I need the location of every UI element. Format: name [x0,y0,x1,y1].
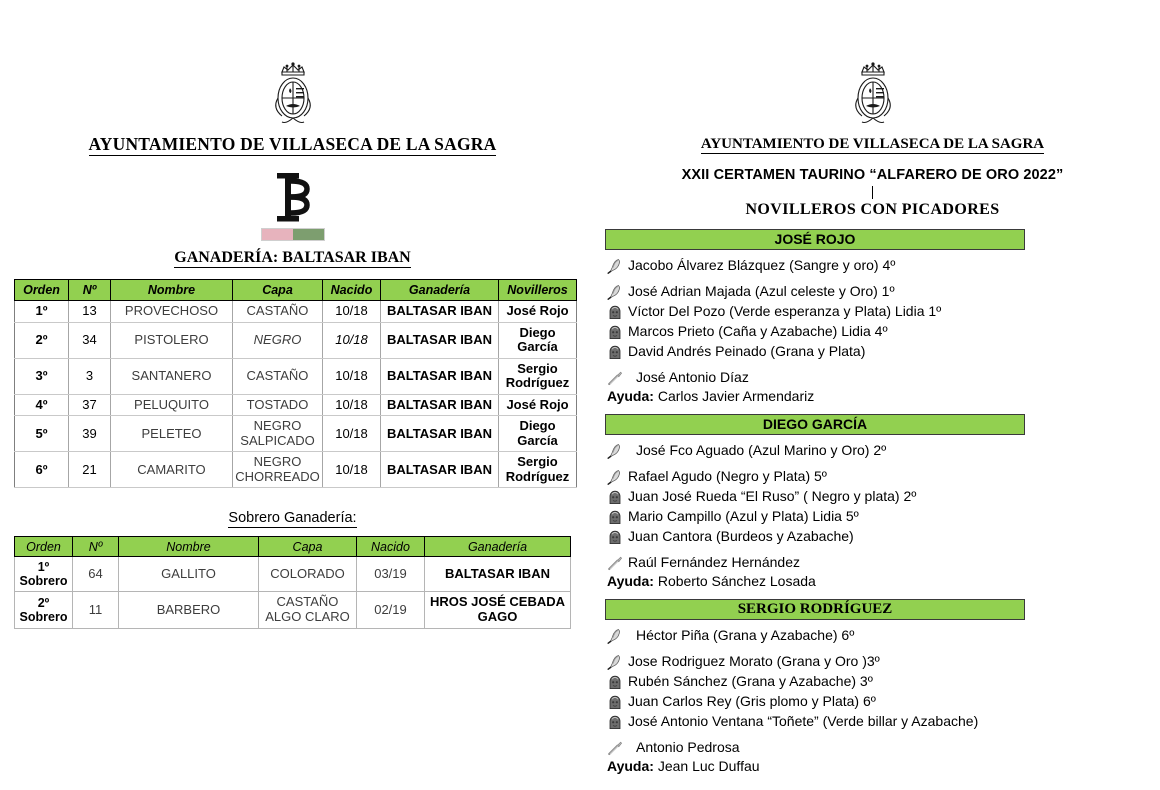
sobrero-col-orden: Orden [15,537,73,557]
cell-capa: COLORADO [259,557,357,592]
banderilla-icon [607,284,624,300]
col-header-numero: Nº [69,280,111,301]
cell-ganaderia: BALTASAR IBAN [381,394,499,416]
crew-member [607,652,1160,671]
crew-member-name: Mario Campillo (Azul y Plata) Lidia 5º [628,508,859,524]
cell-capa: CASTAÑO [233,358,323,394]
cell-novillero: José Rojo [499,394,577,416]
col-header-ganaderia: Ganadería [381,280,499,301]
cell-orden: 2º Sobrero [15,592,73,628]
cell-novillero: Sergio Rodríguez [499,452,577,488]
crew-member-name: Héctor Piña (Grana y Azabache) 6º [636,627,855,643]
cell-nombre: SANTANERO [111,358,233,394]
cell-capa: NEGRO SALPICADO [233,416,323,452]
cell-ganaderia: BALTASAR IBAN [381,358,499,394]
certamen-subtitle: XXII CERTAMEN TAURINO “ALFARERO DE ORO 2022” [681,167,1064,183]
crew-member [607,342,1160,361]
picador-lance-icon [607,370,624,386]
crew-member-name: Jose Rodriguez Morato (Grana y Oro )3º [628,653,880,669]
brand-bar-green [293,229,324,240]
cell-nombre: PISTOLERO [111,322,233,358]
torero-bust-icon [607,694,624,710]
sobrero-col-nacido: Nacido [357,537,425,557]
crew-member-name: Raúl Fernández Hernández [628,554,800,570]
cell-orden: 3º [15,358,69,394]
torero-bust-icon [607,509,624,525]
crew-member [607,467,1160,486]
col-header-novilleros: Novilleros [499,280,577,301]
brand-color-bar [261,228,325,241]
col-header-orden: Orden [15,280,69,301]
banderilla-icon [607,258,623,274]
table-row [15,394,577,416]
crew-member [607,368,1160,387]
banderilla-icon [607,654,624,670]
banderilla-icon [607,469,624,485]
torero-bust-icon [607,714,623,730]
ganaderia-title: GANADERÍA: BALTASAR IBAN [174,249,411,266]
category-subtitle: NOVILLEROS CON PICADORES [745,201,1000,218]
crew-member [607,256,1160,275]
sobrero-row [15,557,571,592]
crew-member-list [607,441,1160,572]
cell-ganaderia: BALTASAR IBAN [425,557,571,592]
col-header-capa: Capa [233,280,323,301]
crew-member-name: Rafael Agudo (Negro y Plata) 5º [628,468,827,484]
sobrero-table [14,536,571,628]
torero-bust-icon [607,304,624,320]
crew-member-name: José Antonio Díaz [636,369,749,385]
cell-capa: NEGRO [233,322,323,358]
coat-of-arms-icon [266,58,320,130]
crew-member-name: David Andrés Peinado (Grana y Plata) [628,343,866,359]
torero-bust-icon [607,714,624,730]
crew-member-name: Juan Cantora (Burdeos y Azabache) [628,528,854,544]
cell-numero: 21 [69,452,111,488]
crew-header: SERGIO RODRÍGUEZ [605,599,1025,620]
sobrero-col-nombre: Nombre [119,537,259,557]
crew-member [607,487,1160,506]
left-header-title: AYUNTAMIENTO DE VILLASECA DE LA SAGRA [88,134,497,154]
table-row [15,452,577,488]
ayuda-value: Roberto Sánchez Losada [653,573,816,589]
cell-orden: 1º [15,301,69,323]
crews-container [585,229,1160,774]
sobrero-header-row [15,537,571,557]
cell-ganaderia: BALTASAR IBAN [381,416,499,452]
cell-nombre: BARBERO [119,592,259,628]
right-column [585,0,1160,790]
sobrero-col-capa: Capa [259,537,357,557]
cell-novillero: Diego García [499,322,577,358]
picador-lance-icon [607,555,624,571]
cell-ganaderia: HROS JOSÉ CEBADA GAGO [425,592,571,628]
left-crest-wrap [0,58,585,130]
cell-nombre: PROVECHOSO [111,301,233,323]
ayuda-value: Carlos Javier Armendariz [653,388,815,404]
cell-nacido: 10/18 [323,358,381,394]
picador-lance-icon [607,740,623,756]
crew-member-name: Juan Carlos Rey (Gris plomo y Plata) 6º [628,693,876,709]
crew-header: JOSÉ ROJO [605,229,1025,250]
crew-member-name: Rubén Sánchez (Grana y Azabache) 3º [628,673,873,689]
table-row [15,301,577,323]
cell-numero: 64 [73,557,119,592]
crew-member-name: Jacobo Álvarez Blázquez (Sangre y oro) 4º [628,257,896,273]
cell-nacido: 10/18 [323,301,381,323]
ayuda-label: Ayuda: [607,388,654,404]
crew-member-name: José Antonio Ventana “Toñete” (Verde billar y Azabache) [628,713,979,729]
cell-novillero: José Rojo [499,301,577,323]
cell-numero: 3 [69,358,111,394]
cell-orden: 1º Sobrero [15,557,73,592]
cell-numero: 13 [69,301,111,323]
table-row [15,416,577,452]
ayuda-line [607,758,1160,774]
sobrero-col-ganaderia: Ganadería [425,537,571,557]
crew-member [607,302,1160,321]
cell-nacido: 03/19 [357,557,425,592]
cell-ganaderia: BALTASAR IBAN [381,301,499,323]
torero-bust-icon [607,529,624,545]
crew-member-list [607,626,1160,757]
cell-capa: CASTAÑO [233,301,323,323]
crew-member [607,507,1160,526]
bulls-table [14,279,577,488]
cell-novillero: Sergio Rodríguez [499,358,577,394]
torero-bust-icon [607,529,623,545]
crew-member-name: José Fco Aguado (Azul Marino y Oro) 2º [636,442,887,458]
cell-nacido: 10/18 [323,322,381,358]
crew-member [607,712,1160,731]
cell-capa: NEGRO CHORREADO [233,452,323,488]
cell-nacido: 10/18 [323,394,381,416]
torero-bust-icon [607,324,623,340]
table-row [15,322,577,358]
ayuda-value: Jean Luc Duffau [653,758,760,774]
cell-nombre: PELUQUITO [111,394,233,416]
crew-member [607,282,1160,301]
cell-nacido: 10/18 [323,452,381,488]
cell-ganaderia: BALTASAR IBAN [381,322,499,358]
col-header-nacido: Nacido [323,280,381,301]
crew-member-name: Marcos Prieto (Caña y Azabache) Lidia 4º [628,323,888,339]
torero-bust-icon [607,694,623,710]
torero-bust-icon [607,324,624,340]
crew-member [607,322,1160,341]
cell-numero: 34 [69,322,111,358]
torero-bust-icon [607,344,623,360]
brand-bar-pink [262,229,293,240]
torero-bust-icon [607,489,623,505]
cell-nombre: GALLITO [119,557,259,592]
crew-header: DIEGO GARCÍA [605,414,1025,435]
crew-member [607,738,1160,757]
banderilla-icon [607,443,623,459]
banderilla-icon [607,284,623,300]
cell-capa: TOSTADO [233,394,323,416]
sobrero-title: Sobrero Ganadería: [228,510,357,527]
crew-member-name: José Adrian Majada (Azul celeste y Oro) 1º [628,283,895,299]
crew-member [607,626,1160,645]
crew-member-name: Antonio Pedrosa [636,739,740,755]
sobrero-col-numero: Nº [73,537,119,557]
banderilla-icon [607,628,624,644]
torero-bust-icon [607,344,624,360]
sobrero-row [15,592,571,628]
cell-nacido: 02/19 [357,592,425,628]
picador-lance-icon [607,740,624,756]
cell-nacido: 10/18 [323,416,381,452]
separator-tick [872,186,873,199]
crew-member [607,672,1160,691]
cell-nombre: CAMARITO [111,452,233,488]
banderilla-icon [607,654,623,670]
ganaderia-brand [261,169,325,241]
crew-member [607,553,1160,572]
banderilla-icon [607,258,624,274]
banderilla-icon [607,443,624,459]
ayuda-label: Ayuda: [607,758,654,774]
crew-member [607,527,1160,546]
cell-nombre: PELETEO [111,416,233,452]
cell-capa: CASTAÑO ALGO CLARO [259,592,357,628]
crew-member [607,692,1160,711]
table-row [15,358,577,394]
ayuda-label: Ayuda: [607,573,654,589]
torero-bust-icon [607,304,623,320]
cell-ganaderia: BALTASAR IBAN [381,452,499,488]
torero-bust-icon [607,674,623,690]
crew-member-name: Víctor Del Pozo (Verde esperanza y Plata) Lidia 1º [628,303,942,319]
right-header-title: AYUNTAMIENTO DE VILLASECA DE LA SAGRA [700,136,1045,152]
cell-novillero: Diego García [499,416,577,452]
table-header-row [15,280,577,301]
col-header-nombre: Nombre [111,280,233,301]
cell-numero: 37 [69,394,111,416]
cell-orden: 4º [15,394,69,416]
picador-lance-icon [607,370,623,386]
ayuda-line [607,388,1160,404]
coat-of-arms-icon [846,58,900,130]
torero-bust-icon [607,489,624,505]
banderilla-icon [607,628,623,644]
torero-bust-icon [607,674,624,690]
crew-member [607,441,1160,460]
ganaderia-brand-iron-icon [264,169,322,227]
cell-numero: 11 [73,592,119,628]
crew-member-name: Juan José Rueda “El Ruso” ( Negro y plata) 2º [628,488,917,504]
banderilla-icon [607,469,623,485]
ayuda-line [607,573,1160,589]
cell-orden: 5º [15,416,69,452]
torero-bust-icon [607,509,623,525]
picador-lance-icon [607,555,623,571]
cell-numero: 39 [69,416,111,452]
cell-orden: 6º [15,452,69,488]
crew-member-list [607,256,1160,387]
right-crest-wrap [585,58,1160,130]
cell-orden: 2º [15,322,69,358]
